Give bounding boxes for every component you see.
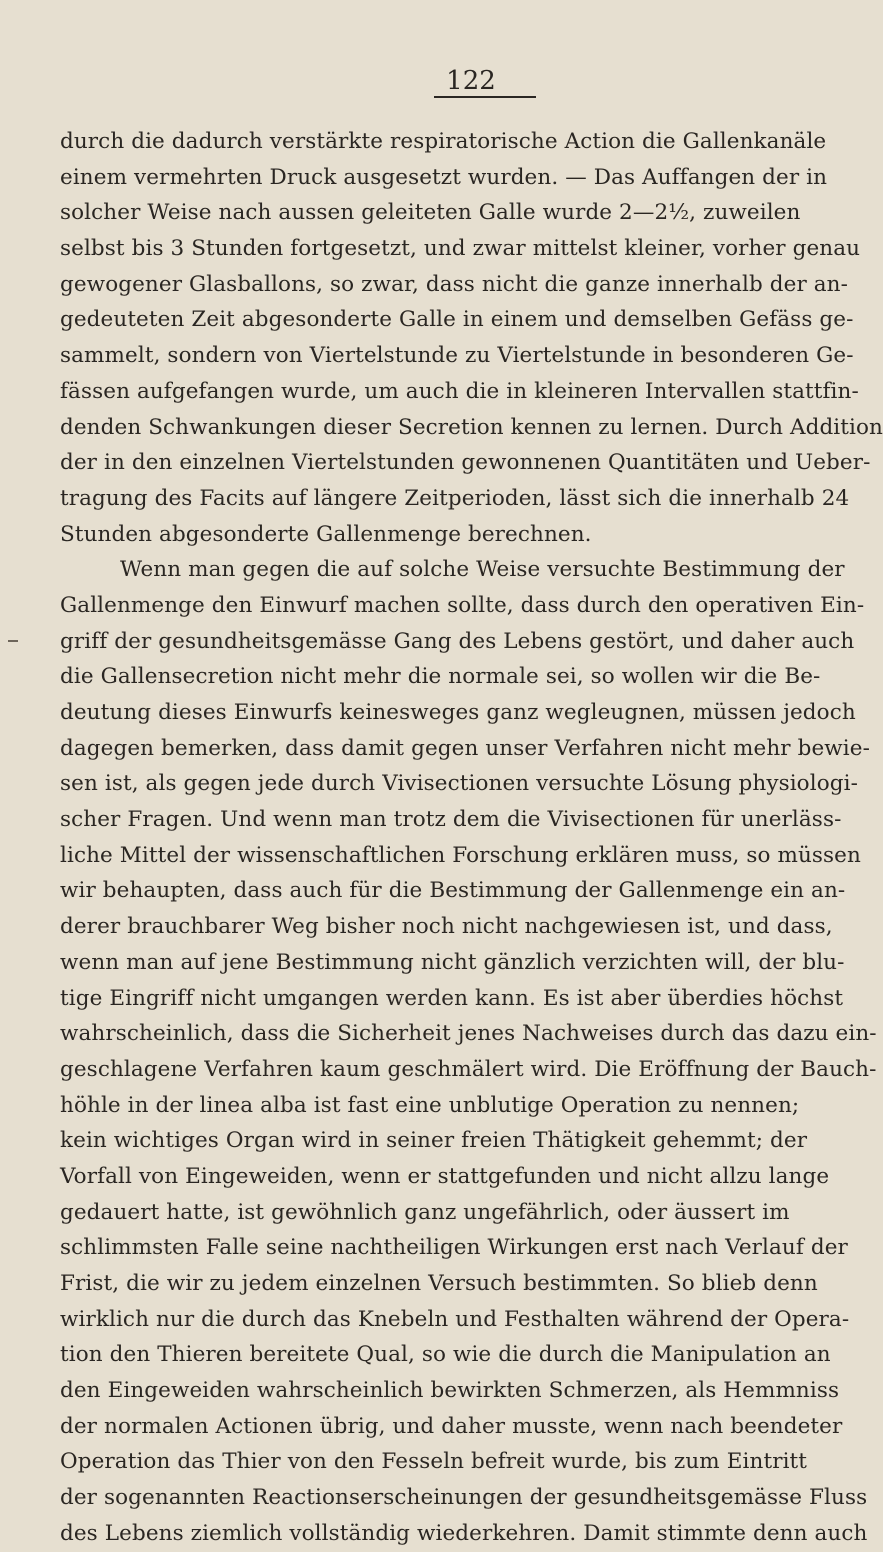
text-line: wenn man auf jene Bestimmung nicht gänzlich verzichten will, der blu-: [60, 949, 845, 975]
text-line: scher Fragen. Und wenn man trotz dem die Vivisectionen für unerläss-: [60, 807, 842, 833]
text-line: solcher Weise nach aussen geleiteten Galle wurde 2—2½, zuweilen: [60, 200, 801, 226]
text-line: griff der gesundheitsgemässe Gang des Lebens gestört, und daher auch: [60, 628, 855, 654]
text-line: tige Eingriff nicht umgangen werden kann. Es ist aber überdies höchst: [60, 985, 844, 1011]
text-line: der sogenannten Reactionserscheinungen der gesundheitsgemässe Fluss: [60, 1485, 868, 1511]
page-number: [0, 66, 800, 98]
text-line: wahrscheinlich, dass die Sicherheit jenes Nachweises durch das dazu ein-: [60, 1021, 877, 1047]
text-line: geschlagene Verfahren kaum geschmälert wird. Die Eröffnung der Bauch-: [60, 1056, 877, 1082]
text-line: denden Schwankungen dieser Secretion kennen zu lernen. Durch Addition: [60, 414, 883, 440]
text-line: Frist, die wir zu jedem einzelnen Versuch bestimmten. So blieb denn: [60, 1271, 818, 1296]
text-line: fässen aufgefangen wurde, um auch die in kleineren Intervallen stattfin-: [60, 378, 859, 404]
text-line: Vorfall von Eingeweiden, wenn er stattgefunden und nicht allzu lange: [60, 1163, 830, 1189]
text-line: durch die dadurch verstärkte respiratorische Action die Gallenkanäle: [60, 129, 827, 154]
body-text: [60, 124, 883, 1552]
paragraph-end-line: Stunden abgesonderte Gallenmenge berechnen.: [60, 521, 592, 547]
text-line: des Lebens ziemlich vollständig wiederkehren. Damit stimmte denn auch: [60, 1520, 868, 1546]
text-line: die Gallensecretion nicht mehr die normale sei, so wollen wir die Be-: [60, 664, 821, 690]
text-line: schlimmsten Falle seine nachtheiligen Wirkungen erst nach Verlauf der: [60, 1235, 848, 1261]
text-line: den Eingeweiden wahrscheinlich bewirkten Schmerzen, als Hemmniss: [60, 1378, 840, 1404]
text-line: dagegen bemerken, dass damit gegen unser Verfahren nicht mehr bewie-: [60, 735, 870, 761]
text-line: wir behaupten, dass auch für die Bestimmung der Gallenmenge ein an-: [60, 878, 846, 904]
text-line: selbst bis 3 Stunden fortgesetzt, und zwar mittelst kleiner, vorher genau: [60, 236, 861, 262]
text-line: der normalen Actionen übrig, und daher musste, wenn nach beendeter: [60, 1413, 843, 1439]
text-line: tragung des Facits auf längere Zeitperioden, lässt sich die innerhalb 24: [60, 485, 850, 511]
text-line: derer brauchbarer Weg bisher noch nicht nachgewiesen ist, und dass,: [60, 914, 833, 940]
margin-mark: [8, 640, 18, 642]
text-line: Operation das Thier von den Fesseln befreit wurde, bis zum Eintritt: [60, 1449, 808, 1475]
text-line: wirklich nur die durch das Knebeln und Festhalten während der Opera-: [60, 1306, 850, 1332]
text-line: kein wichtiges Organ wird in seiner freien Thätigkeit gehemmt; der: [60, 1128, 808, 1154]
text-line: einem vermehrten Druck ausgesetzt wurden. — Das Auffangen der in: [60, 164, 828, 190]
text-line: gedauert hatte, ist gewöhnlich ganz ungefährlich, oder äussert im: [60, 1199, 790, 1225]
text-line: gedeuteten Zeit abgesonderte Galle in einem und demselben Gefäss ge-: [60, 307, 854, 333]
text-line: liche Mittel der wissenschaftlichen Forschung erklären muss, so müssen: [60, 842, 861, 868]
text-line: tion den Thieren bereitete Qual, so wie die durch die Manipulation an: [60, 1342, 831, 1368]
text-line: der in den einzelnen Viertelstunden gewonnenen Quantitäten und Ueber-: [60, 450, 871, 476]
text-line: sen ist, als gegen jede durch Vivisectionen versuchte Lösung physiologi-: [60, 771, 858, 797]
text-line: höhle in der linea alba ist fast eine unblutige Operation zu nennen;: [60, 1092, 800, 1118]
text-line: gewogener Glasballons, so zwar, dass nicht die ganze innerhalb der an-: [60, 271, 848, 297]
text-line: deutung dieses Einwurfs keinesweges ganz wegleugnen, müssen jedoch: [60, 700, 856, 725]
page-number-text: 122: [434, 66, 536, 98]
text-line: Gallenmenge den Einwurf machen sollte, dass durch den operativen Ein-: [60, 592, 865, 618]
paragraph-start-line: Wenn man gegen die auf solche Weise versuchte Bestimmung der: [120, 557, 845, 583]
text-line: sammelt, sondern von Viertelstunde zu Viertelstunde in besonderen Ge-: [60, 343, 854, 369]
